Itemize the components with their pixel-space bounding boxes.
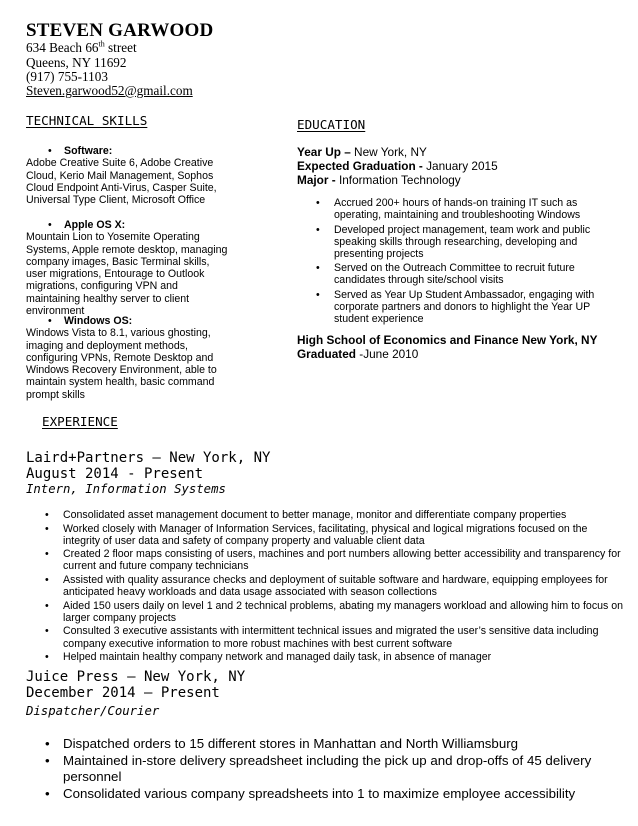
skill-group-text: Mountain Lion to Yosemite Operating Systems, Apple remote desktop, managing company images, Basic Terminal skills, user migrations, Entourage to Outlook migrations, configuring VPN and maintaining healthy server to client environment xyxy=(26,231,228,318)
list-item: • Aided 150 users daily on level 1 and 2 technical problems, abating my managers workload and allowing him to focus on larger company projects xyxy=(26,600,626,624)
skill-group-label: • Apple OS X: xyxy=(26,219,231,231)
email-link[interactable]: Steven.garwood52@gmail.com xyxy=(26,83,193,98)
list-item: • Created 2 floor maps consisting of users, machines and port numbers allowing better accessibility and transparency for current and future company technicians xyxy=(26,548,626,572)
list-item: • Worked closely with Manager of Information Services, facilitating, physical and logical migrations focused on the integrity of user data and safety of company property and valuable client data xyxy=(26,523,626,547)
job-company: Laird+Partners – New York, NY xyxy=(26,450,271,466)
job-bullets xyxy=(26,736,606,803)
job-bullets xyxy=(26,509,626,665)
candidate-name: STEVEN GARWOOD xyxy=(26,20,214,41)
job-role: Intern, Information Systems xyxy=(26,482,226,496)
high-school: High School of Economics and Finance New York, NY Graduated -June 2010 xyxy=(297,333,598,361)
skill-group-label: • Windows OS: xyxy=(26,315,231,327)
list-item: • Consolidated various company spreadsheets into 1 to maximize employee accessibility xyxy=(26,786,606,802)
technical-skills-heading: TECHNICAL SKILLS xyxy=(26,113,148,128)
list-item: • Served as Year Up Student Ambassador, engaging with corporate partners and donors to highlight the Year UP student experience xyxy=(297,289,617,325)
skill-group-windows xyxy=(26,315,231,401)
list-item: • Dispatched orders to 15 different stores in Manhattan and North Williamsburg xyxy=(26,736,606,752)
skill-group-text: Adobe Creative Suite 6, Adobe Creative Cloud, Kerio Mail Management, Sophos Cloud Endpoint Anti-Virus, Casper Suite, Universal Type Client, Microsoft Office xyxy=(26,157,217,207)
education-heading: EDUCATION xyxy=(297,117,366,132)
job-role: Dispatcher/Courier xyxy=(26,704,160,718)
list-item: • Maintained in-store delivery spreadsheet including the pick up and drop-offs of 45 delivery personnel xyxy=(26,753,606,784)
skill-group-apple xyxy=(26,219,231,317)
list-item: • Developed project management, team work and public speaking skills through researching, developing and presenting projects xyxy=(297,224,617,260)
phone-line: (917) 755-1103 xyxy=(26,69,108,84)
list-item: • Served on the Outreach Committee to recruit future candidates through site/school visits xyxy=(297,262,617,286)
job-dates: August 2014 - Present xyxy=(26,466,204,482)
list-item: • Accrued 200+ hours of hands-on training IT such as operating, maintaining and troubleshooting Windows xyxy=(297,197,617,221)
skill-group-label: • Software: xyxy=(26,145,231,157)
list-item: • Consulted 3 executive assistants with intermittent technical issues and migrated the user’s sensitive data including company executive information to more robust machines with best current software xyxy=(26,625,626,649)
education-bullets xyxy=(297,197,617,328)
list-item: • Assisted with quality assurance checks and deployment of suitable software and hardware, equipping employees for anticipated heavy workloads and data usage associated with season collections xyxy=(26,574,626,598)
address-line: 634 Beach 66th street xyxy=(26,39,137,55)
list-item: • Consolidated asset management document to better manage, monitor and differentiate company properties xyxy=(26,509,626,521)
education-program: Year Up – New York, NY Expected Graduation - January 2015 Major - Information Technology xyxy=(297,145,498,187)
city-line: Queens, NY 11692 xyxy=(26,55,127,70)
job-company: Juice Press – New York, NY xyxy=(26,669,246,685)
skill-group-software xyxy=(26,145,231,206)
skill-group-text: Windows Vista to 8.1, various ghosting, imaging and deployment methods, configuring VPNs, Remote Desktop and Windows Recovery Environment, able to maintain system health, basic command prompt skills xyxy=(26,327,217,401)
list-item: • Helped maintain healthy company network and managed daily task, in absence of manager xyxy=(26,651,626,663)
experience-heading: EXPERIENCE xyxy=(42,414,118,429)
job-dates: December 2014 – Present xyxy=(26,685,220,701)
